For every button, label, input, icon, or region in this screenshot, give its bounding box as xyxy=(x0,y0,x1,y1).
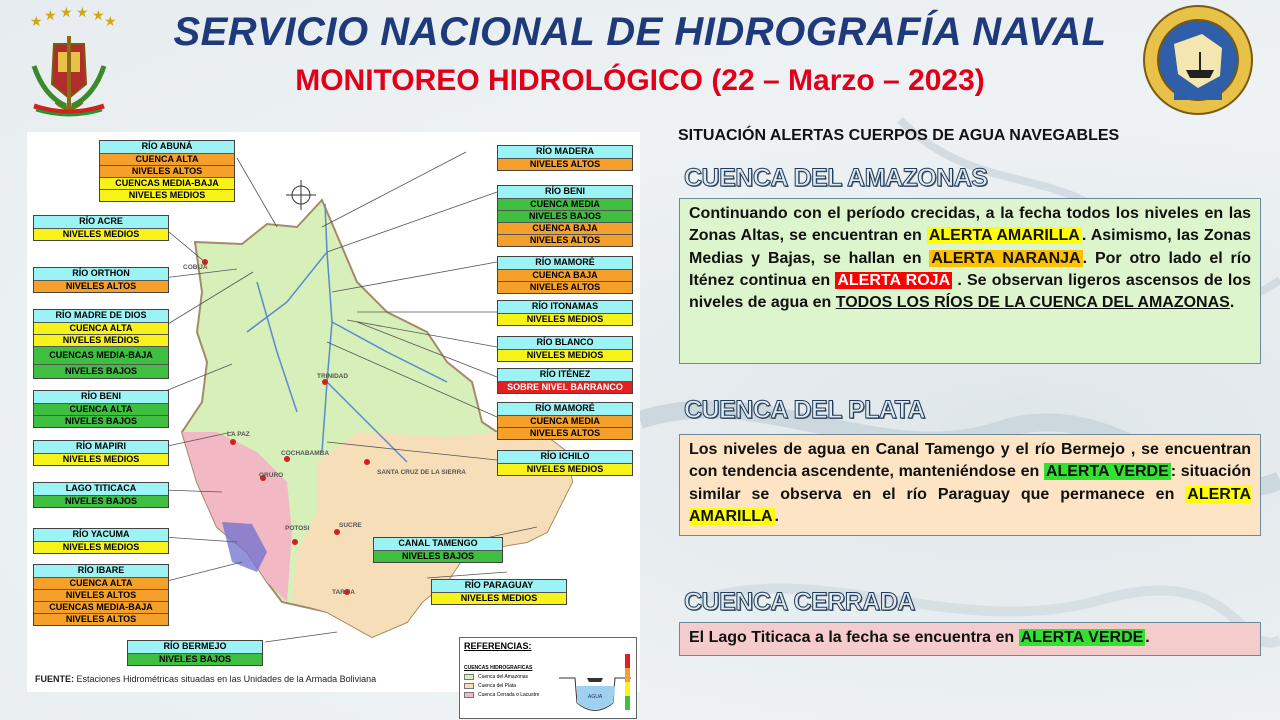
source-label: FUENTE: xyxy=(35,674,74,684)
svg-text:★: ★ xyxy=(60,6,73,21)
label-title: RÍO BLANCO xyxy=(498,337,632,349)
amazonas-text: . Se observan ligeros ascensos de los niveles de agua en xyxy=(689,271,1252,312)
alert-verde-badge: ALERTA VERDE xyxy=(1045,463,1169,481)
label-row: CUENCA BAJA xyxy=(498,222,632,234)
plata-status-box xyxy=(679,434,1261,536)
alert-amarilla-badge: ALERTA AMARILLA xyxy=(689,485,1251,525)
svg-text:★: ★ xyxy=(76,6,89,21)
label-title: LAGO TITICACA xyxy=(34,483,168,495)
references-title: REFERENCIAS: xyxy=(464,641,532,651)
city-label-potosi: POTOSI xyxy=(285,525,310,532)
label-rio-itenez xyxy=(497,368,633,394)
label-row: NIVELES MEDIOS xyxy=(34,453,168,465)
alert-naranja-badge: ALERTA NARANJA xyxy=(931,249,1081,267)
label-row: CUENCAS MEDIA-BAJA xyxy=(34,346,168,364)
label-lago-titicaca xyxy=(33,482,169,508)
label-row: NIVELES MEDIOS xyxy=(498,349,632,361)
label-title: RÍO BENI xyxy=(34,391,168,403)
legend-item-label: Cuenca Cerrada o Lacustre xyxy=(478,692,540,698)
label-title: RÍO MAMORÉ xyxy=(498,257,632,269)
cerrada-status-box xyxy=(679,622,1261,656)
label-title: RÍO ORTHON xyxy=(34,268,168,280)
map-references-legend xyxy=(459,637,637,719)
label-row: CUENCA ALTA xyxy=(100,153,234,165)
label-title: RÍO ABUNÁ xyxy=(100,141,234,153)
label-title: RÍO BERMEJO xyxy=(128,641,262,653)
label-rio-acre xyxy=(33,215,169,241)
city-label-cochabamba: COCHABAMBA xyxy=(281,450,330,457)
city-label-cobija: COBIJA xyxy=(183,264,208,271)
amazonas-status-box xyxy=(679,198,1261,364)
compass-rose-icon xyxy=(286,180,316,210)
label-row: NIVELES ALTOS xyxy=(34,589,168,601)
label-row: SOBRE NIVEL BARRANCO xyxy=(498,381,632,393)
hydrography-service-seal-logo xyxy=(1142,4,1254,116)
label-row: NIVELES BAJOS xyxy=(374,550,502,562)
label-row: NIVELES ALTOS xyxy=(498,281,632,293)
plata-text: . xyxy=(774,507,779,525)
label-rio-ichilo xyxy=(497,450,633,476)
city-label-sucre: SUCRE xyxy=(339,522,362,529)
label-rio-mapiri xyxy=(33,440,169,466)
label-row: NIVELES ALTOS xyxy=(498,234,632,246)
label-title: RÍO MADERA xyxy=(498,146,632,158)
label-rio-madera xyxy=(497,145,633,171)
plata-text: : situación similar se observa en el río Paraguay que permanece en xyxy=(689,463,1252,503)
page-title: SERVICIO NACIONAL DE HIDROGRAFÍA NAVAL xyxy=(173,10,1107,54)
references-subtitle: CUENCAS HIDROGRAFICAS xyxy=(464,665,533,671)
svg-text:★: ★ xyxy=(44,8,57,24)
label-rio-beni-alta xyxy=(33,390,169,428)
label-row: NIVELES BAJOS xyxy=(34,495,168,507)
svg-text:★: ★ xyxy=(30,14,43,30)
situation-heading: SITUACIÓN ALERTAS CUERPOS DE AGUA NAVEGABLES xyxy=(678,127,1120,144)
label-row: NIVELES BAJOS xyxy=(498,210,632,222)
plata-text: Los niveles de agua en Canal Tamengo y el río Bermejo , se encuentran con tendencia ascendente, manteniéndose en xyxy=(689,441,1251,481)
label-row: NIVELES BAJOS xyxy=(128,653,262,665)
label-canal-tamengo xyxy=(373,537,503,563)
label-title: RÍO PARAGUAY xyxy=(432,580,566,592)
amazonas-emphasis: TODOS LOS RÍOS DE LA CUENCA DEL AMAZONAS xyxy=(835,294,1230,312)
label-rio-ibare xyxy=(33,564,169,626)
label-row: CUENCA ALTA xyxy=(34,322,168,334)
amazonas-text: . Asimismo, las Zonas Medias y Bajas, se hallan en xyxy=(689,227,1252,267)
city-label-la-paz: LA PAZ xyxy=(227,431,250,438)
legend-item-label: Cuenca del Amazonas xyxy=(478,674,529,680)
svg-text:★: ★ xyxy=(104,14,117,30)
label-row: CUENCA ALTA xyxy=(34,403,168,415)
amazonas-text: Continuando con el período crecidas, a la fecha todos los niveles en las Zonas Altas, se encuentran en xyxy=(689,205,1251,245)
label-row: NIVELES BAJOS xyxy=(34,415,168,427)
label-title: RÍO MAMORÉ xyxy=(498,403,632,415)
label-title: RÍO BENI xyxy=(498,186,632,198)
plata-section-title: CUENCA DEL PLATA xyxy=(684,396,926,424)
label-title: RÍO ACRE xyxy=(34,216,168,228)
label-row: NIVELES MEDIOS xyxy=(34,334,168,346)
label-title: RÍO ITONAMAS xyxy=(498,301,632,313)
label-row: CUENCAS MEDIA-BAJA xyxy=(34,601,168,613)
water-label: AGUA xyxy=(588,694,603,700)
alert-roja-badge: ALERTA ROJA xyxy=(837,271,951,289)
label-title: RÍO MAPIRI xyxy=(34,441,168,453)
label-row: CUENCA MEDIA xyxy=(498,198,632,210)
label-rio-mamore-media xyxy=(497,402,633,440)
alert-amarilla-badge: ALERTA AMARILLA xyxy=(928,227,1080,245)
label-row: NIVELES ALTOS xyxy=(498,427,632,439)
label-rio-beni xyxy=(497,185,633,247)
label-rio-mamore-baja xyxy=(497,256,633,294)
label-title: CANAL TAMENGO xyxy=(374,538,502,550)
label-row: NIVELES ALTOS xyxy=(100,165,234,177)
page-subtitle: MONITOREO HIDROLÓGICO (22 – Marzo – 2023) xyxy=(295,64,985,97)
label-row: NIVELES MEDIOS xyxy=(34,228,168,240)
amazonas-text: . Por otro lado el río Iténez continua en xyxy=(689,249,1251,289)
label-row: NIVELES MEDIOS xyxy=(100,189,234,201)
label-rio-yacuma xyxy=(33,528,169,554)
label-rio-bermejo xyxy=(127,640,263,666)
label-rio-itonamas xyxy=(497,300,633,326)
label-row: NIVELES MEDIOS xyxy=(432,592,566,604)
label-row: NIVELES ALTOS xyxy=(34,613,168,625)
cerrada-text: El Lago Titicaca a la fecha se encuentra en xyxy=(689,629,1019,646)
label-title: RÍO MADRE DE DIOS xyxy=(34,310,168,322)
label-row: NIVELES ALTOS xyxy=(34,280,168,292)
label-row: CUENCA ALTA xyxy=(34,577,168,589)
city-label-santa-cruz: SANTA CRUZ DE LA SIERRA xyxy=(377,469,466,476)
label-row: NIVELES MEDIOS xyxy=(34,541,168,553)
source-text: Estaciones Hidrométricas situadas en las Unidades de la Armada Boliviana xyxy=(76,674,377,684)
label-rio-abuna xyxy=(99,140,235,202)
label-row: NIVELES ALTOS xyxy=(498,158,632,170)
label-rio-madre-de-dios xyxy=(33,309,169,379)
label-row: CUENCAS MEDIA-BAJA xyxy=(100,177,234,189)
label-rio-paraguay xyxy=(431,579,567,605)
bolivia-hydrographic-map-panel xyxy=(27,132,640,700)
water-level-diagram-icon xyxy=(555,648,635,718)
alert-verde-badge: ALERTA VERDE xyxy=(1020,629,1144,646)
label-rio-blanco xyxy=(497,336,633,362)
label-row: CUENCA MEDIA xyxy=(498,415,632,427)
label-title: RÍO YACUMA xyxy=(34,529,168,541)
legend-item-label: Cuenca del Plata xyxy=(478,683,517,689)
amazonas-section-title: CUENCA DEL AMAZONAS xyxy=(684,164,988,192)
city-label-tarija: TARIJA xyxy=(332,589,355,596)
label-row: NIVELES MEDIOS xyxy=(498,313,632,325)
label-row: NIVELES MEDIOS xyxy=(498,463,632,475)
city-label-oruro: ORURO xyxy=(259,472,284,479)
label-title: RÍO IBARE xyxy=(34,565,168,577)
label-title: RÍO ITÉNEZ xyxy=(498,369,632,381)
label-title: RÍO ICHILO xyxy=(498,451,632,463)
amazonas-text: . xyxy=(1229,294,1235,312)
cerrada-text: . xyxy=(1145,629,1150,646)
svg-text:★: ★ xyxy=(92,8,105,24)
city-label-trinidad: TRINIDAD xyxy=(317,373,349,380)
label-rio-orthon xyxy=(33,267,169,293)
label-row: CUENCA BAJA xyxy=(498,269,632,281)
cerrada-section-title: CUENCA CERRADA xyxy=(684,588,915,616)
map-source-note xyxy=(35,674,376,684)
label-row: NIVELES BAJOS xyxy=(34,364,168,378)
